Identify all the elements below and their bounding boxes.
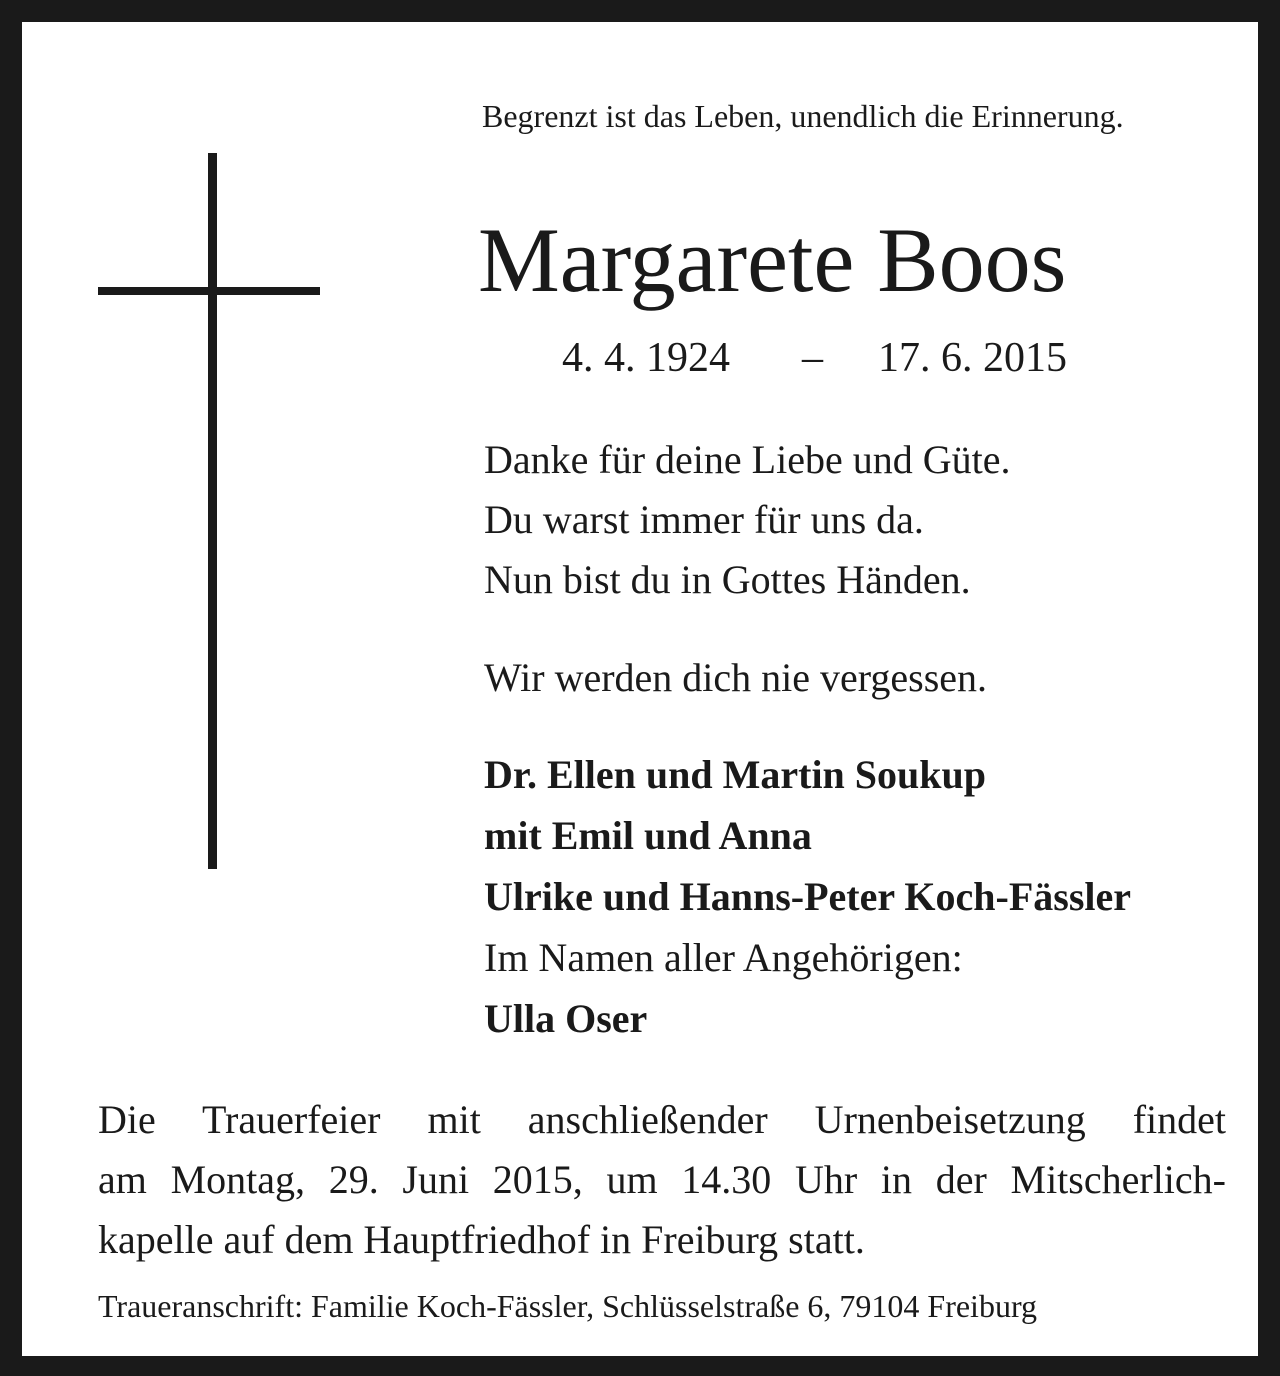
death-date: 17. 6. 2015 <box>878 335 1067 381</box>
obituary-card <box>22 22 1258 1356</box>
cross-icon-horizontal-bar <box>98 287 320 295</box>
ceremony-line: am Montag, 29. Juni 2015, um 14.30 Uhr in der Mitscherlich- <box>98 1157 1226 1202</box>
verse-line: Danke für deine Liebe und Güte. <box>484 437 1011 482</box>
verse-line: Nun bist du in Gottes Händen. <box>484 557 971 602</box>
mourner-names: Dr. Ellen und Martin Soukup <box>484 752 987 797</box>
mourning-address: Traueranschrift: Familie Koch-Fässler, Schlüsselstraße 6, 79104 Freiburg <box>98 1288 1038 1324</box>
ceremony-notice <box>98 1090 1226 1270</box>
mourner-names: Ulla Oser <box>484 996 648 1041</box>
verse-line: Du warst immer für uns da. <box>484 497 924 542</box>
motto-text: Begrenzt ist das Leben, unendlich die Erinnerung. <box>482 98 1124 134</box>
ceremony-line: kapelle auf dem Hauptfriedhof in Freiburg statt. <box>98 1217 865 1262</box>
ceremony-line: Die Trauerfeier mit anschließender Urnenbeisetzung findet <box>98 1097 1226 1142</box>
verse-closing: Wir werden dich nie vergessen. <box>484 655 988 700</box>
cross-icon-vertical-bar <box>208 153 217 869</box>
mourners-block <box>484 744 1131 1049</box>
date-separator: – <box>802 335 823 381</box>
on-behalf-text: Im Namen aller Angehörigen: <box>484 935 963 980</box>
deceased-name: Margarete Boos <box>478 209 1067 311</box>
birth-date: 4. 4. 1924 <box>562 335 730 381</box>
mourner-names: Ulrike und Hanns-Peter Koch-Fässler <box>484 874 1132 919</box>
mourner-names: mit Emil und Anna <box>484 813 812 858</box>
